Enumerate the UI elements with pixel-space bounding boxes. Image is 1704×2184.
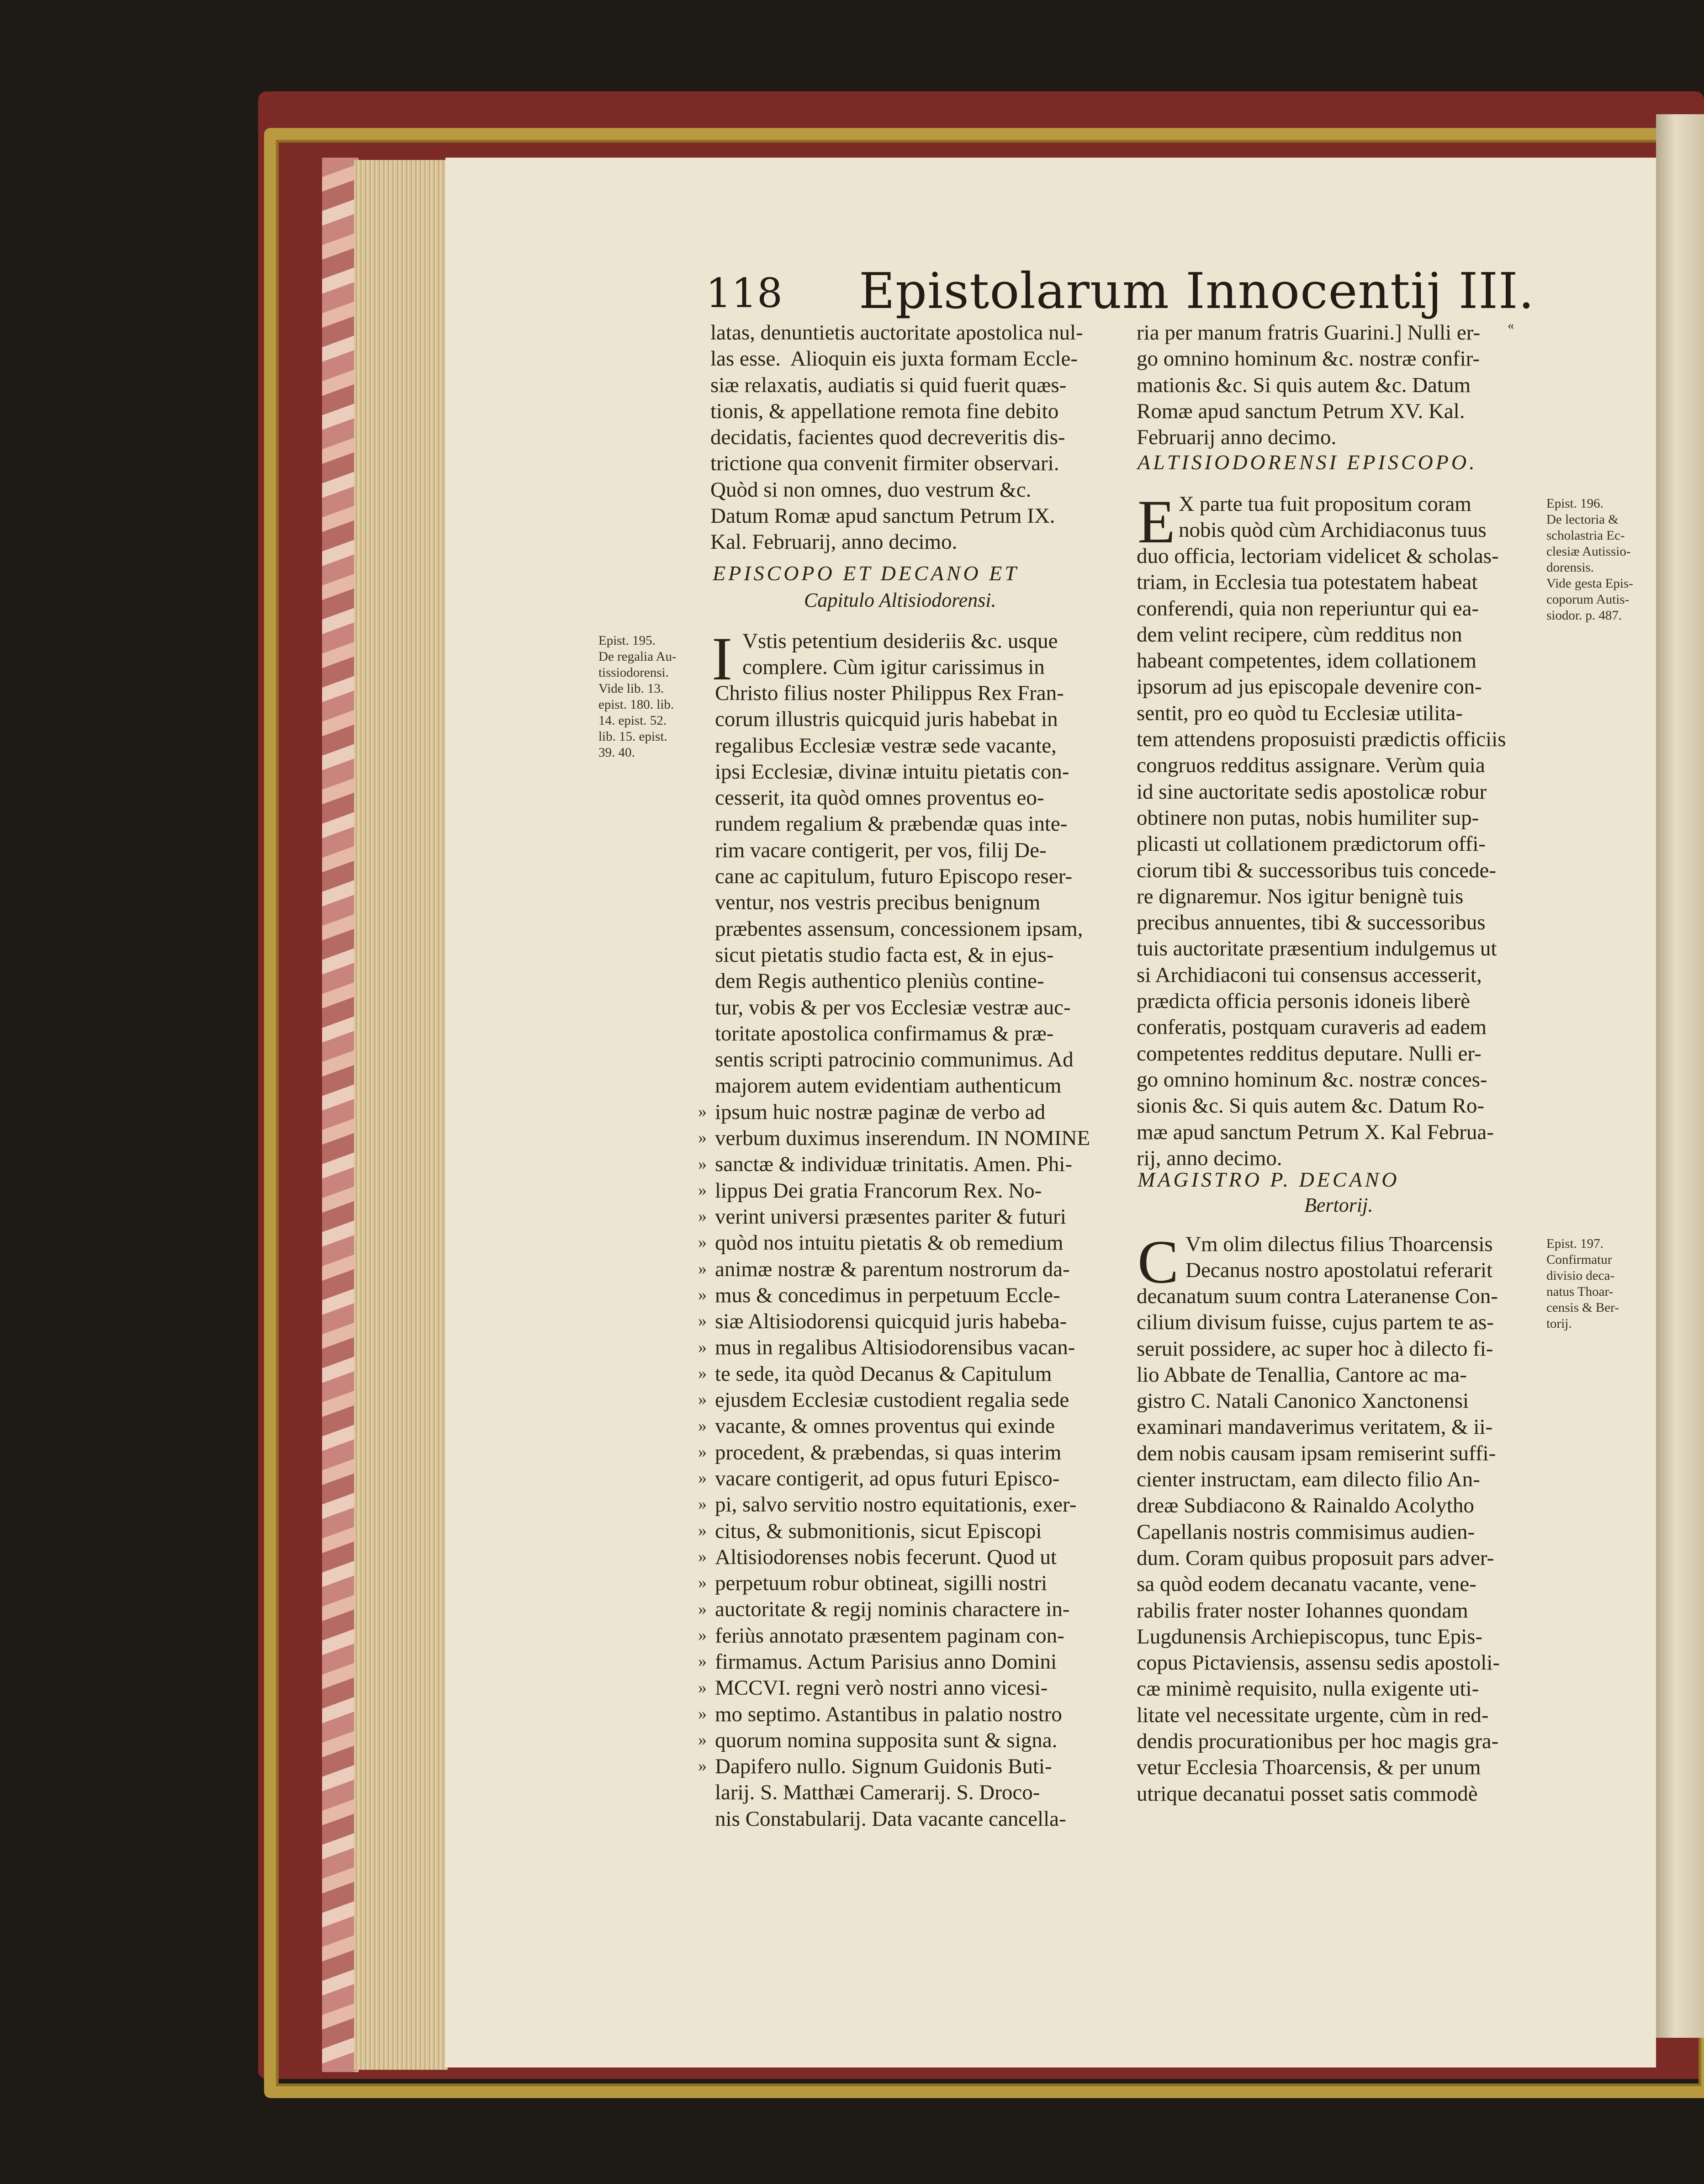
page-number: 118	[706, 270, 783, 317]
right-dropcap-2: C	[1138, 1228, 1179, 1296]
facing-page-edge	[1656, 114, 1704, 2038]
running-title: Epistolarum Innocentij III.	[859, 263, 1535, 320]
right-opening-text: ria per manum fratris Guarini.] Nulli er- go omnino hominum &c. nostræ confir- mationis &c. Si quis autem &c. Datum Romæ apud sanctum Petrum XV. Kal. Februarij anno decimo.	[1137, 321, 1481, 450]
right-heading-1: ALTISIODORENSI EPISCOPO.	[1138, 451, 1477, 474]
left-margin-note: Epist. 195. De regalia Au- tissiodorensi. Vide lib. 13. epist. 180. lib. 14. epist. 52. lib. 15. epist. 39. 40.	[598, 633, 677, 760]
right-margin-mark: «	[1508, 318, 1514, 333]
left-subheading: Capitulo Altisiodorensi.	[804, 589, 996, 611]
left-opening-text: latas, denuntietis auctoritate apostolica nul- las esse. Alioquin eis juxta formam Eccle- siæ relaxatis, audiatis si quid fuerit quæs- tionis, & appellatione remota fine debito decidatis, facientes quod decreveritis dis- trictione qua convenit firmiter observari. Quòd si non omnes, duo vestrum &c. Datum Romæ apud sanctum Petrum IX. Kal. Februarij, anno decimo.	[710, 321, 1083, 554]
right-first-lines-2: Vm olim dilectus filius Thoarcensis Decanus nostro apostolatui referarit	[1185, 1232, 1493, 1283]
right-heading-2: MAGISTRO P. DECANO	[1138, 1168, 1400, 1191]
right-margin-note-2: Epist. 197. Confirmatur divisio deca- natus Thoar- censis & Ber- torij.	[1546, 1236, 1619, 1331]
left-quote-marks: » » » » » » » » » » » » » » » » » » » » » » » » » »	[698, 1102, 707, 1776]
right-first-lines-1: X parte tua fuit propositum coram nobis quòd cùm Archidiaconus tuus	[1179, 492, 1487, 542]
left-heading: EPISCOPO ET DECANO ET	[713, 562, 1019, 585]
right-body-1: duo officia, lectoriam videlicet & scholas- triam, in Ecclesia tua potestatem habeat conferendi, quia non reperiuntur qui ea- dem velint recipere, cùm redditus non habeant competentes, idem collationem ipsorum ad jus episcopale devenire con- sentit, pro eo quòd tu Ecclesiæ utilita- tem attendens proposuisti prædictis officiis congruos redditus assignare. Verùm quia id sine auctoritate sedis apostolicæ robur obtinere non putas, nobis humiliter sup- plicasti ut collationem prædictorum offi- ciorum tibi & successoribus tuis concede- re dignaremur. Nos igitur benignè tuis precibus annuentes, tibi & successoribus tuis auctoritate præsentium indulgemus ut si Archidiaconi tui consensus accesserit, prædicta officia personis idoneis liberè conferatis, postquam curaveris ad eadem competentes redditus deputare. Nulli er- go omnino hominum &c. nostræ conces- sionis &c. Si quis autem &c. Datum Ro- mæ apud sanctum Petrum X. Kal Februa- rij, anno decimo.	[1137, 544, 1506, 1170]
page-edges	[354, 160, 448, 2070]
left-first-lines: Vstis petentium desideriis &c. usque complere. Cùm igitur carissimus in	[742, 629, 1058, 679]
right-body-2: decanatum suum contra Lateranense Con- cilium divisum fuisse, cujus partem te as- seruit possidere, ac super hoc à dilecto fi- lio Abbate de Tenallia, Cantore ac ma- gistro C. Natali Canonico Xanctonensi examinari mandaverimus veritatem, & ii- dem nobis causam ipsam remiserint suffi- cienter instructam, eam dilecto filio An- dreæ Subdiacono & Rainaldo Acolytho Capellanis nostris commisimus audien- dum. Coram quibus proposuit pars adver- sa quòd eodem decanatu vacante, vene- rabilis frater noster Iohannes quondam Lugdunensis Archiepiscopus, tunc Epis- copus Pictaviensis, assensu sedis apostoli- cæ minimè requisito, nulla exigente uti- litate vel necessitate urgente, cùm in red- dendis procurationibus per hoc magis gra- vetur Ecclesia Thoarcensis, & per unum utrique decanatui posset satis commodè	[1137, 1284, 1500, 1806]
marbled-endpaper	[322, 158, 359, 2072]
left-body-text: Christo filius noster Philippus Rex Fran- corum illustris quicquid juris habebat in regalibus Ecclesiæ vestræ sede vacante, ipsi Ecclesiæ, divinæ intuitu pietatis con- cesserit, ita quòd omnes proventus eo- rundem regalium & præbendæ quas inte- rim vacare contigerit, per vos, filij De- cane ac capitulum, futuro Episcopo reser- ventur, nos vestris precibus benignum præbentes assensum, concessionem ipsam, sicut pietatis studio facta est, & in ejus- dem Regis authentico pleniùs contine- tur, vobis & per vos Ecclesiæ vestræ auc- toritate apostolica confirmamus & præ- sentis scripti patrocinio communimus. Ad majorem autem evidentiam authenticum ipsum huic nostræ paginæ de verbo ad verbum duximus inserendum. IN NOMINE sanctæ & individuæ trinitatis. Amen. Phi- lippus Dei gratia Francorum Rex. No- verint universi præsentes pariter & futuri quòd nos intuitu pietatis & ob remedium animæ nostræ & parentum nostrorum da- mus & concedimus in perpetuum Eccle- siæ Altisiodorensi quicquid juris habeba- mus in regalibus Altisiodorensibus vacan- te sede, ita quòd Decanus & Capitulum ejusdem Ecclesiæ custodient regalia sede vacante, & omnes proventus qui exinde procedent, & præbendas, si quas interim vacare contigerit, ad opus futuri Episco- pi, salvo servitio nostro equitationis, exer- citus, & submonitionis, sicut Episcopi Altisiodorenses nobis fecerunt. Quod ut perpetuum robur obtineat, sigilli nostri auctoritate & regij nominis charactere in- feriùs annotato præsentem paginam con- firmamus. Actum Parisius anno Domini MCCVI. regni verò nostri anno vicesi- mo septimo. Astantibus in palatio nostro quorum nomina supposita sunt & signa. Dapifero nullo. Signum Guidonis Buti- larij. S. Matthæi Camerarij. S. Droco- nis Constabularij. Data vacante cancella-	[715, 681, 1090, 1831]
right-margin-note-1: Epist. 196. De lectoria & scholastria Ec- clesiæ Autissio- dorensis. Vide gesta Epis- coporum Autis- siodor. p. 487.	[1546, 496, 1633, 623]
right-subheading-2: Bertorij.	[1304, 1194, 1373, 1216]
right-dropcap-1: E	[1138, 488, 1175, 556]
left-dropcap: I	[712, 625, 732, 693]
